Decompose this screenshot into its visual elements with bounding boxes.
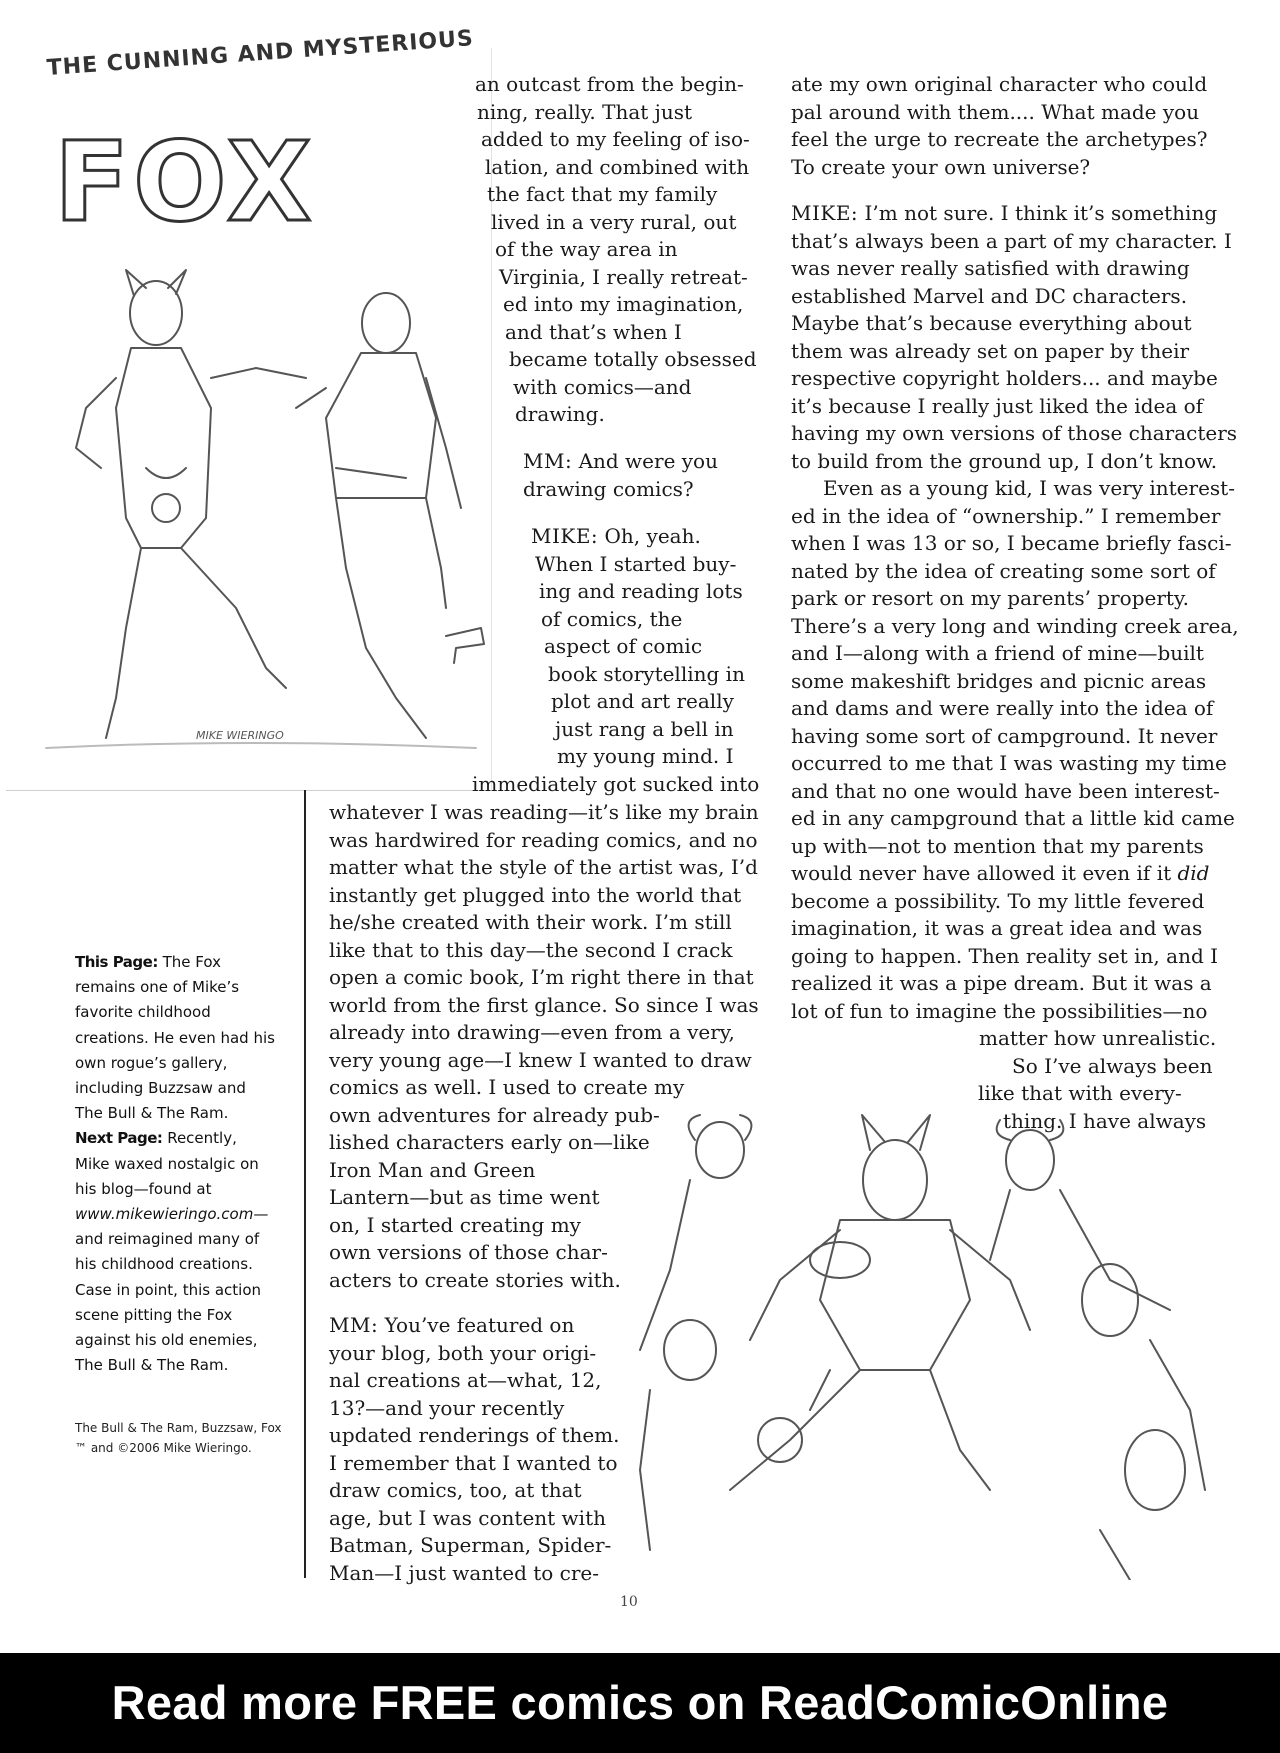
text-line: and dams and were really into the idea of [791,696,1214,720]
text-line: some makeshift bridges and picnic areas [791,668,1207,693]
text-line: lived in a very rural, out [491,209,737,234]
text-line: that’s always been a part of my character. I [791,228,1232,253]
text-line: instantly get plugged into the world that [329,882,742,907]
text-line: matter how unrealistic. [979,1026,1217,1050]
speaker-mike: MIKE: [791,201,859,225]
text-line: was never really satisfied with drawing [791,256,1190,280]
text-line: To create your own universe? [791,154,1091,179]
text-line: realized it was a pipe dream. But it was a [791,971,1212,995]
text-line: of the way area in [495,237,678,261]
text-line: it’s because I really just liked the idea of [791,393,1204,418]
text-line: was hardwired for reading comics, and no [329,827,758,852]
text-line: and I—along with a friend of mine—built [791,641,1204,665]
text-line: established Marvel and DC characters. [791,283,1188,308]
text-line: ed in any campground that a little kid came [791,806,1235,830]
text-line: he/she created with their work. I’m still [329,910,732,934]
text-line: You’ve featured on [384,1313,575,1337]
art-signature: MIKE WIERINGO [196,729,284,742]
text-line: world from the first glance. So since I was [329,992,759,1017]
column-1-wrapped-text [0,71,757,429]
caption-text: —and reimagined many of his childhood creations. Case in point, this action scene pitting the Fox against his old enemies, The Bull & The Ram. [75,1205,269,1375]
promo-banner[interactable]: Read more FREE comics on ReadComicOnline [0,1653,1280,1753]
text-line: So I’ve always been [1012,1053,1213,1078]
text-line: open a comic book, I’m right there in that [329,965,754,989]
text-line: book storytelling in [548,661,745,686]
text-line: very young age—I knew I wanted to draw [329,1047,752,1072]
text-line: own adventures for already pub- [329,1102,660,1127]
text-line: plot and art really [551,689,734,713]
text-line: immediately got sucked into [472,771,760,796]
speaker-mike: MIKE: [531,524,599,548]
text-line: became totally obsessed [509,347,757,371]
art-subtitle-handwritten: THE CUNNING AND MYSTERIOUS [46,26,475,81]
text-line: drawing comics? [523,476,694,501]
text-line: and that’s when I [505,319,682,344]
mike-answer-2 [791,200,1238,475]
text-line: imagination, it was a great idea and was [791,916,1203,940]
text-line: nated by the idea of creating some sort of [791,558,1216,583]
caption-label-this-page: This Page: [75,953,158,971]
text-line: just rang a bell in [555,716,734,741]
text-line: Oh, yeah. [604,524,701,548]
text-line: with comics—and [513,374,692,399]
text-line: going to happen. Then reality set in, and I [791,943,1219,968]
text-line: feel the urge to recreate the archetypes? [791,127,1208,151]
column-2-top-text [791,71,1211,181]
blog-url: www.mikewieringo.com [75,1205,254,1224]
text-line: Iron Man and Green [329,1157,536,1182]
art-title-logo: FOX [54,118,316,246]
text-line: on, I started creating my [329,1212,581,1237]
text-line: the fact that my family [487,182,718,206]
ownership-paragraph [791,475,1239,1135]
text-line: park or resort on my parents’ property. [791,586,1189,610]
text-line: draw comics, too, at that [329,1478,582,1502]
text-line: acters to create stories with. [329,1267,621,1292]
text-line: aspect of comic [544,634,703,658]
text-line: Even as a young kid, I was very interest- [823,476,1235,500]
mike-answer-1 [0,523,760,798]
text-line: drawing. [515,402,605,426]
page-number: 10 [620,1594,638,1610]
text-line: up with—not to mention that my parents [791,833,1204,858]
text-line: ning, really. That just [477,99,693,124]
text-line: like that to this day—the second I crack [329,937,733,962]
text-line: respective copyright holders... and maybe [791,366,1218,390]
text-line: own versions of those char- [329,1240,608,1264]
speaker-mm: MM: [329,1313,379,1337]
text-line: my young mind. I [557,744,734,768]
text-line: when I was 13 or so, I became briefly fasci- [791,531,1232,555]
text-line: having my own versions of those characters [791,421,1238,445]
text-line: Virginia, I really retreat- [499,264,748,289]
mm-question-2 [329,1312,619,1587]
caption-text: The Fox remains one of Mike’s favorite childhood creations. He even had his own rogue’s gallery, including Buzzsaw and The Bull & The Ram. [75,953,275,1123]
text-line: Man—I just wanted to cre- [329,1560,600,1585]
text-line: your blog, both your origi- [329,1340,597,1365]
speaker-mm: MM: [523,449,573,473]
text-line: nal creations at—what, 12, [329,1368,602,1392]
column-1-lower-text [329,799,759,1294]
text-line: I’m not sure. I think it’s something [864,201,1218,225]
text-line: Batman, Superman, Spider- [329,1533,612,1557]
text-line: lished characters early on—like [329,1130,650,1154]
text-line: lation, and combined with [485,154,750,179]
text-line: would never have allowed it even if it [791,861,1178,885]
text-line: occurred to me that I was wasting my time [791,751,1227,775]
text-line: having some sort of campground. It never [791,723,1218,748]
emphasis-word: did [1177,861,1210,885]
text-line: them was already set on paper by their [791,338,1190,363]
mm-question-1 [523,448,763,503]
text-line: of comics, the [541,606,683,631]
text-line: There’s a very long and winding creek area, [791,613,1239,638]
text-line: whatever I was reading—it’s like my brain [329,800,759,824]
text-line: age, but I was content with [329,1505,606,1530]
text-line: an outcast from the begin- [475,72,744,96]
text-line: Lantern—but as time went [329,1185,600,1209]
text-line: When I started buy- [535,551,737,576]
text-line: updated renderings of them. [329,1423,620,1447]
text-line: like that with every- [978,1081,1182,1105]
text-line: added to my feeling of iso- [481,127,750,151]
copyright-credit: The Bull & The Ram, Buzzsaw, Fox ™ and ©2006 Mike Wieringo. [75,1421,282,1455]
text-line: and that no one would have been interest- [791,778,1220,803]
text-line: ate my own original character who could [791,72,1208,96]
text-line: 13?—and your recently [329,1395,565,1420]
text-line: lot of fun to imagine the possibilities—no [791,998,1208,1023]
text-line: already into drawing—even from a very, [329,1020,735,1044]
text-line: ing and reading lots [539,579,743,603]
text-line: comics as well. I used to create my [329,1075,685,1099]
caption-label-next-page: Next Page: [75,1129,163,1148]
text-line: ed in the idea of “ownership.” I remember [791,503,1221,528]
column-divider [304,790,306,1578]
text-line: thing. I have always [1003,1108,1207,1133]
text-line: And were you [578,449,718,473]
image-caption [75,950,275,1378]
caption-text: Recently, Mike waxed nostalgic on his blog—found at [75,1129,259,1198]
text-line: pal around with them.... What made you [791,99,1200,124]
text-line: matter what the style of the artist was, I’d [329,855,758,879]
text-line: become a possibility. To my little fevered [791,888,1205,913]
text-line: Maybe that’s because everything about [791,311,1192,335]
text-line: to build from the ground up, I don’t know. [791,448,1218,473]
text-line: I remember that I wanted to [329,1450,618,1475]
text-line: ed into my imagination, [503,292,744,316]
